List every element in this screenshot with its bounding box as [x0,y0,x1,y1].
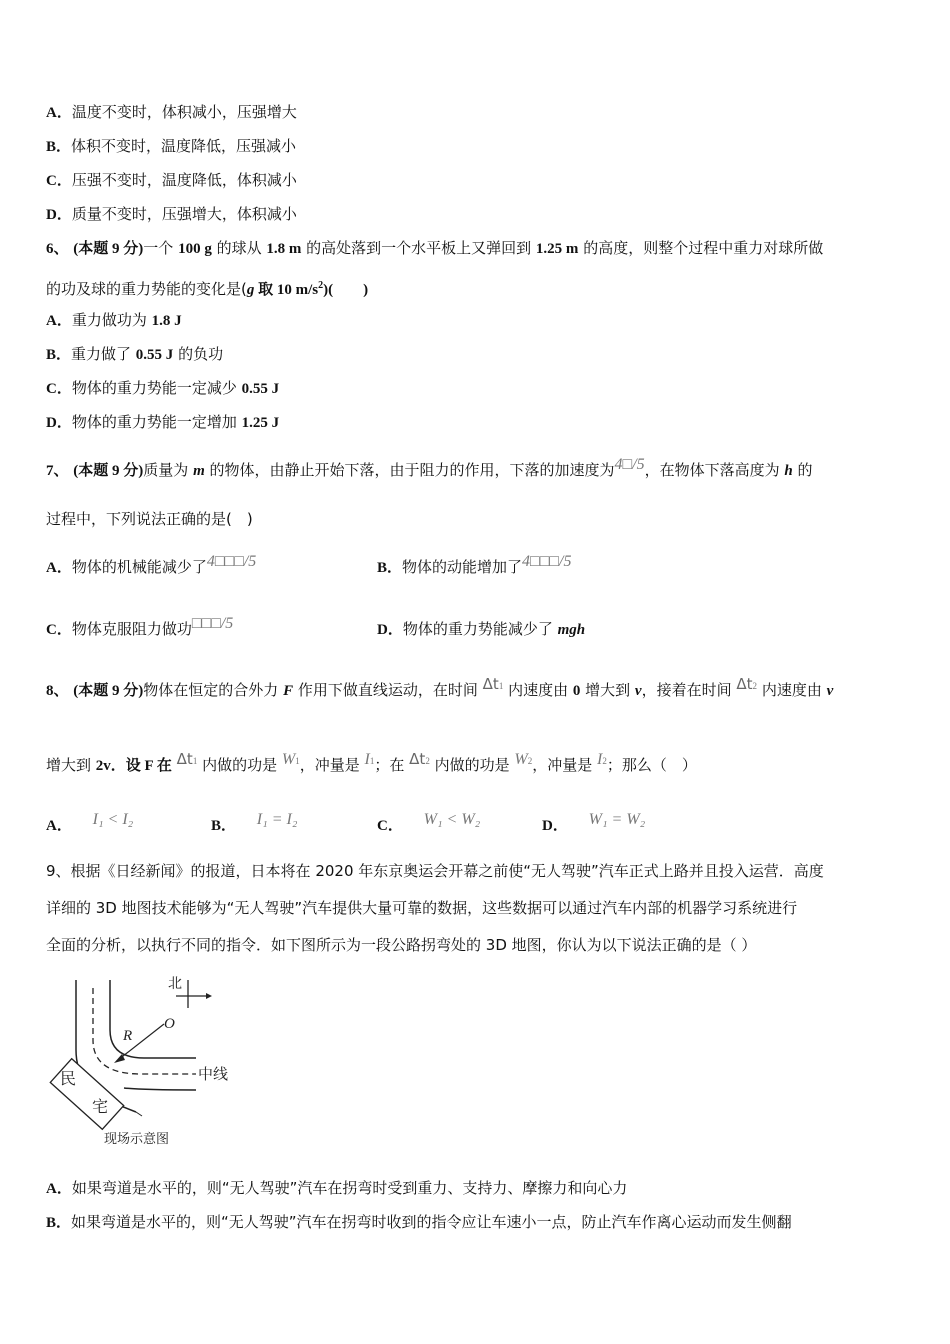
q5-option-c: C．压强不变时，温度降低，体积减小 [46,171,297,189]
q9-stem-line3: 全面的分析，以执行不同的指令．如下图所示为一段公路拐弯处的 3D 地图，你认为以下说法正确的是（ ） [46,936,757,954]
q7-a-formula: 4□□□/5 [206,553,257,570]
q8-stem-line1: 8、 (本题 9 分)物体在恒定的合外力 F 作用下做直线运动，在时间 Δt1 内速度由 0 增大到 v，接着在时间 Δt2 内速度由 v [46,675,834,699]
q6-option-a: A．重力做功为 1.8 J [46,311,182,329]
q7-option-a: A．物体的机械能减少了4□□□/5 [46,553,257,576]
q8-option-d: D． W₁ = W₂ [542,811,646,834]
q8-option-b: B． I₁ = I₂ [211,811,298,834]
q7-c-formula: □□□/5 [191,615,234,632]
center-label: O [164,1016,175,1032]
q6-option-c: C．物体的重力势能一定减少 0.55 J [46,379,280,397]
q9-option-b: B．如果弯道是水平的，则“无人驾驶”汽车在拐弯时收到的指令应让车速小一点，防止汽车作离心运动而发生侧翻 [46,1213,792,1231]
q7-stem-line2: 过程中，下列说法正确的是( ) [46,510,253,528]
q8-option-a: A． I₁ < I₂ [46,811,134,834]
q5-option-a: A．温度不变时，体积减小，压强增大 [46,103,297,121]
q9-stem-line1: 9、根据《日经新闻》的报道，日本将在 2020 年东京奥运会开幕之前使“无人驾驶”汽车正式上路并且投入运营．高度 [46,862,824,880]
q7-b-formula: 4□□□/5 [522,553,572,570]
house-label-1: 民 [60,1069,77,1088]
q7-option-c: C．物体克服阻力做功□□□/5 [46,615,234,638]
q5-option-d: D．质量不变时，压强增大，体积减小 [46,205,297,223]
q7-accel-formula: 4□/5 [614,456,645,473]
q8-option-c: C． W₁ < W₂ [377,811,481,834]
q6-option-b: B．重力做了 0.55 J 的负功 [46,345,224,363]
q6-stem-line1: 6、 (本题 9 分)一个 100 g 的球从 1.8 m 的高处落到一个水平板上又弹回到 1.25 m 的高度，则整个过程中重力对球所做 [46,239,824,257]
compass-arrow [206,993,212,999]
figure-caption: 现场示意图 [104,1132,170,1147]
road-inner-edge [110,980,196,1058]
q7-stem-line1: 7、 (本题 9 分)质量为 m 的物体，由静止开始下落，由于阻力的作用，下落的加速度为4□/5，在物体下落高度为 h 的 [46,456,813,479]
road-outer-bottom [136,1112,142,1116]
q8-stem-line2: 增大到 2v．设 F 在 Δt1 内做的功是 W1，冲量是 I1；在 Δt2 内做的功是 W2，冲量是 I2；那么（ ） [46,750,697,774]
center-line-label: 中线 [198,1065,229,1083]
q6-option-d: D．物体的重力势能一定增加 1.25 J [46,413,280,431]
q6-stem-line2: 的功及球的重力势能的变化是(g 取 10 $m/s^2$)( ) [46,280,369,298]
q7-option-d: D．物体的重力势能减少了 mgh [377,620,586,638]
q9-stem-line2: 详细的 3D 地图技术能够为“无人驾驶”汽车提供大量可靠的数据，这些数据可以通过汽车内部的机器学习系统进行 [46,899,798,917]
q5-option-b: B．体积不变时，温度降低，压强减小 [46,137,297,155]
road-curve-diagram [46,968,236,1148]
north-label: 北 [168,976,182,992]
road-lower-edge [124,1088,196,1090]
center-dashed-line [93,988,196,1074]
radius-label: R [123,1028,133,1044]
q7-option-b: B．物体的动能增加了4□□□/5 [377,553,572,576]
house-label-2: 宅 [92,1097,109,1116]
q9-option-a: A．如果弯道是水平的，则“无人驾驶”汽车在拐弯时受到重力、支持力、摩擦力和向心力 [46,1179,628,1197]
